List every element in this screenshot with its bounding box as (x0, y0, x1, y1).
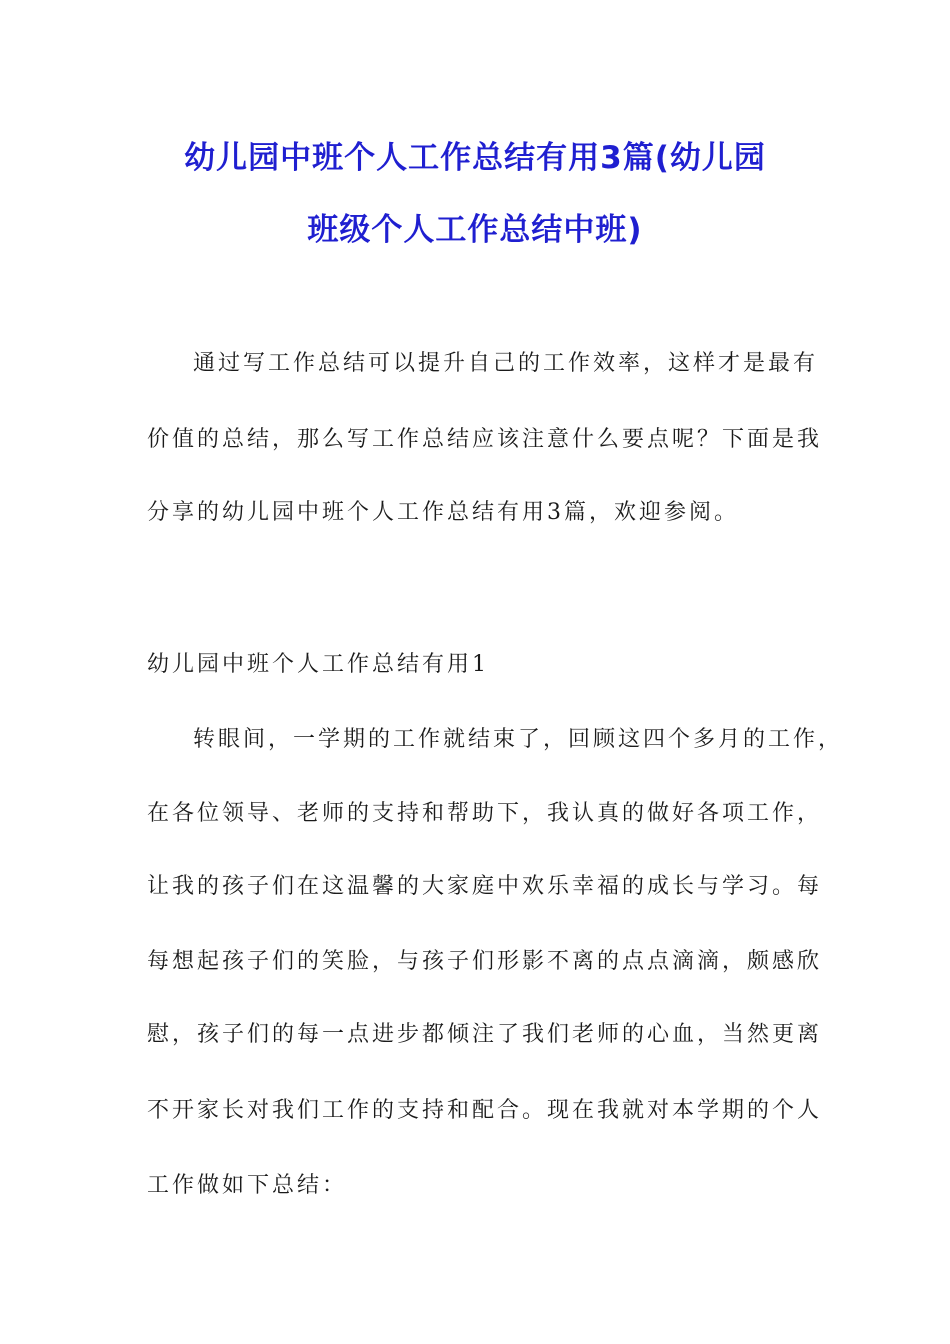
intro-line-3: 分享的幼儿园中班个人工作总结有用3篇，欢迎参阅。 (147, 500, 739, 525)
body-line-6: 不开家长对我们工作的支持和配合。现在我就对本学期的个人 (147, 1098, 823, 1123)
section-heading: 幼儿园中班个人工作总结有用1 (147, 652, 489, 677)
body-line-3: 让我的孩子们在这温馨的大家庭中欢乐幸福的成长与学习。每 (147, 874, 823, 899)
body-line-5: 慰，孩子们的每一点进步都倾注了我们老师的心血，当然更离 (147, 1022, 823, 1047)
body-line-1: 转眼间，一学期的工作就结束了，回顾这四个多月的工作， (193, 727, 844, 752)
intro-line-2: 价值的总结，那么写工作总结应该注意什么要点呢？下面是我 (147, 427, 823, 452)
body-line-4: 每想起孩子们的笑脸，与孩子们形影不离的点点滴滴，颇感欣 (147, 949, 823, 974)
body-line-7: 工作做如下总结： (147, 1173, 348, 1198)
document-title-line-1: 幼儿园中班个人工作总结有用3篇(幼儿园 (184, 140, 766, 176)
body-line-2: 在各位领导、老师的支持和帮助下，我认真的做好各项工作， (147, 801, 823, 826)
intro-line-1: 通过写工作总结可以提升自己的工作效率，这样才是最有 (193, 351, 819, 376)
document-title-line-2: 班级个人工作总结中班) (307, 212, 643, 248)
